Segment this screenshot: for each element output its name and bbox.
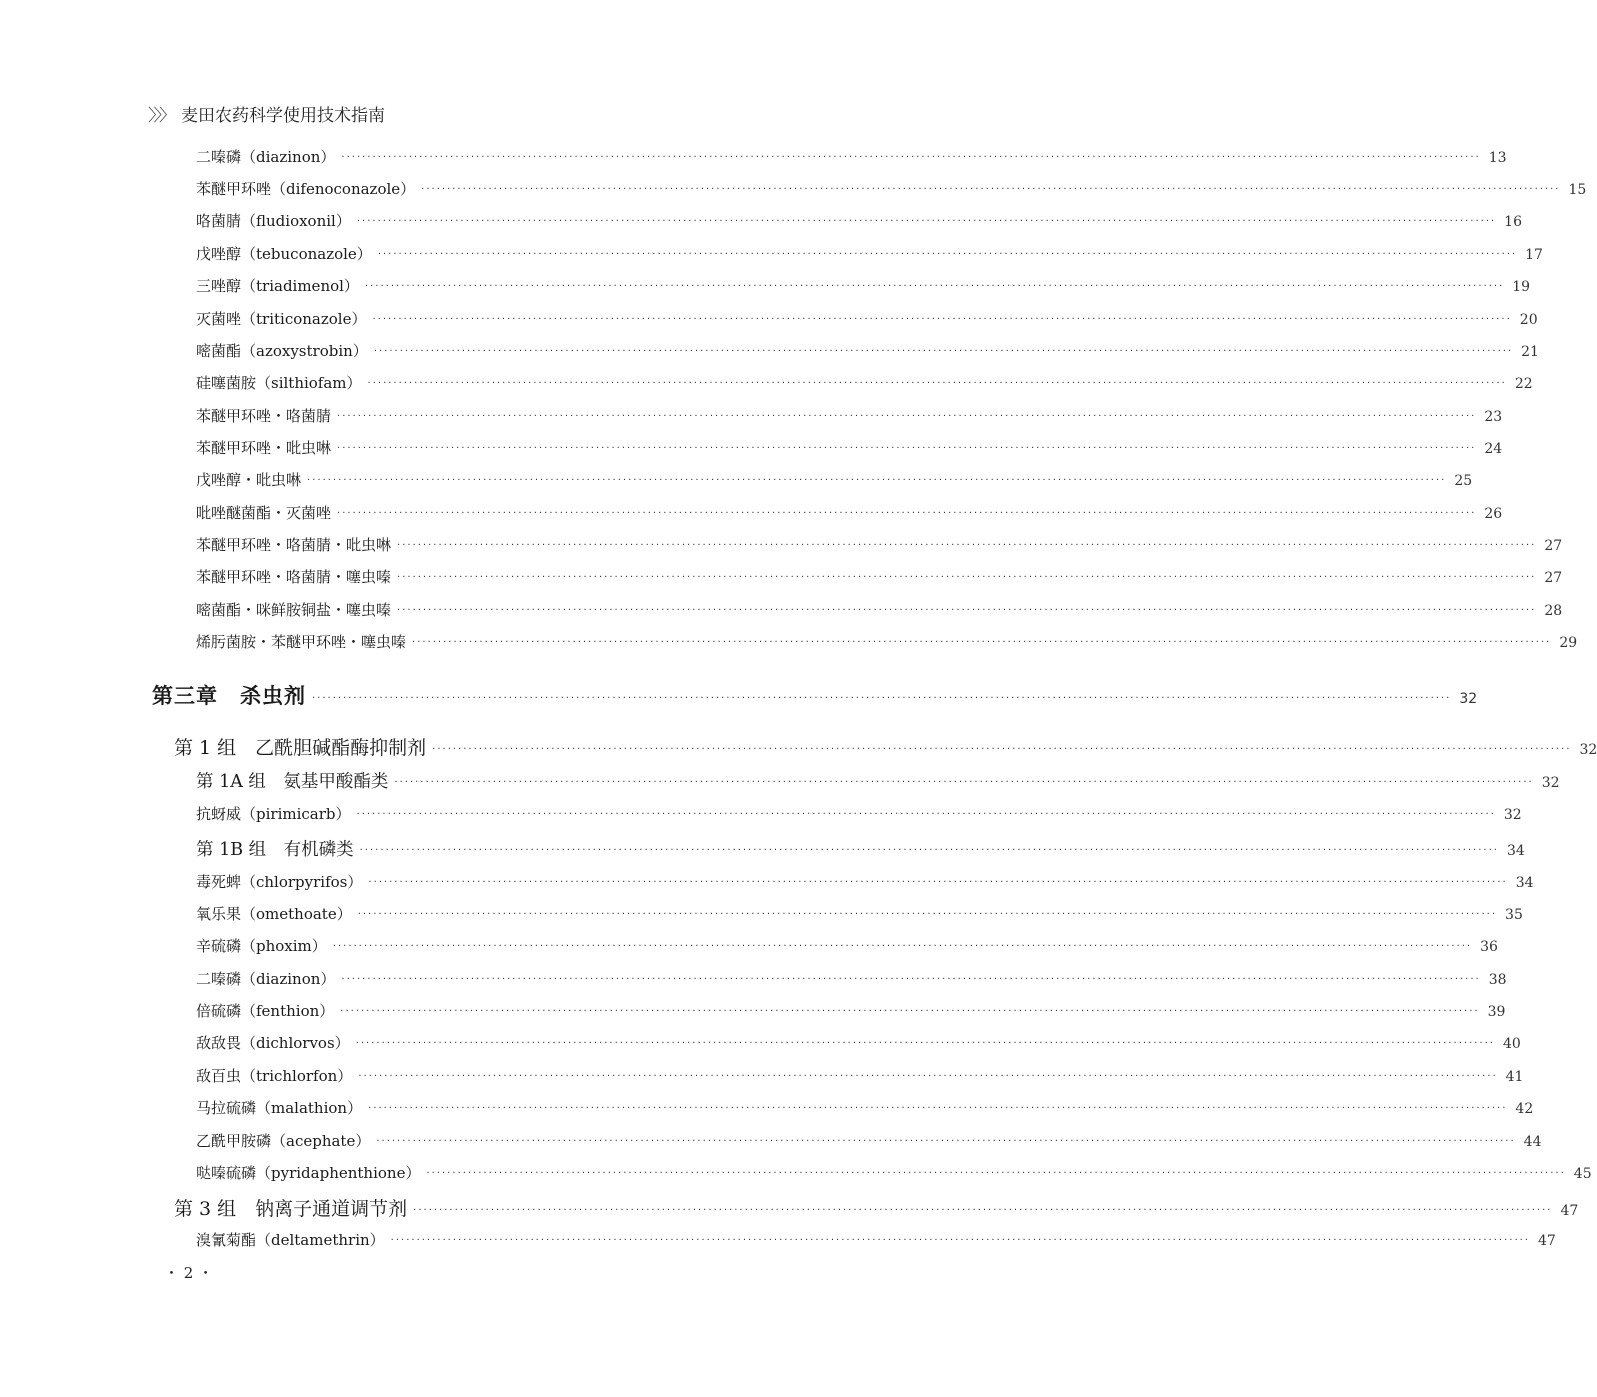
- toc-page-number: 36: [1480, 939, 1498, 955]
- toc-page-number: 24: [1484, 441, 1503, 457]
- toc-entry[interactable]: [196, 803, 1522, 825]
- dot-leader: ····························································································································································································································: [332, 941, 1473, 952]
- toc-entry[interactable]: [196, 1130, 1542, 1152]
- toc-page-number: 19: [1512, 279, 1531, 295]
- toc-label: 溴氰菊酯（deltamethrin）: [196, 1231, 385, 1249]
- toc-label: 硅噻菌胺（silthiofam）: [196, 374, 362, 392]
- dot-leader: ····························································································································································································································: [390, 1235, 1530, 1246]
- toc-page-number: 32: [1541, 775, 1560, 791]
- dot-leader: ····························································································································································································································: [376, 1136, 1516, 1147]
- toc-page-number: 47: [1560, 1203, 1579, 1219]
- dot-leader: ····························································································································································································································: [356, 216, 1497, 227]
- dot-leader: ····························································································································································································································: [397, 540, 1537, 551]
- toc-page-number: 27: [1544, 570, 1563, 586]
- toc-label: 抗蚜威（pirimicarb）: [196, 805, 351, 823]
- toc-page-number: 21: [1521, 344, 1539, 360]
- toc-label: 戊唑醇（tebuconazole）: [196, 245, 372, 263]
- toc-page-number: 40: [1503, 1036, 1521, 1052]
- toc-entry[interactable]: [196, 405, 1503, 427]
- toc-chapter[interactable]: [152, 680, 1478, 710]
- toc-page-number: 15: [1568, 182, 1587, 198]
- toc-entry[interactable]: [196, 599, 1563, 621]
- dot-leader: ····························································································································································································································: [421, 184, 1561, 195]
- toc-page-number: 23: [1484, 409, 1503, 425]
- toc-label: 辛硫磷（phoxim）: [196, 937, 327, 955]
- toc-label: 毒死蜱（chlorpyrifos）: [196, 873, 363, 891]
- dot-leader: ····························································································································································································································: [337, 508, 1477, 519]
- toc-entry[interactable]: [196, 968, 1507, 990]
- toc-page-number: 32: [1459, 691, 1478, 707]
- dot-leader: ····························································································································································································································: [357, 909, 1498, 920]
- toc-page-number: 38: [1488, 972, 1507, 988]
- toc-label: 二嗪磷（diazinon）: [196, 970, 336, 988]
- toc-page-number: 16: [1504, 214, 1522, 230]
- book-title: 麦田农药科学使用技术指南: [181, 105, 385, 126]
- dot-leader: ····························································································································································································································: [312, 693, 1452, 704]
- toc-label: 苯醚甲环唑・咯菌腈・吡虫啉: [196, 536, 392, 554]
- chevron-right-icon: 〉〉〉: [148, 105, 173, 126]
- toc-entry[interactable]: [196, 308, 1538, 330]
- toc-entry[interactable]: [196, 340, 1539, 362]
- toc-page-number: 42: [1515, 1101, 1534, 1117]
- dot-leader: ····························································································································································································································: [340, 1006, 1480, 1017]
- toc-label: 灭菌唑（triticonazole）: [196, 310, 367, 328]
- toc-label: 苯醚甲环唑（difenoconazole）: [196, 180, 416, 198]
- dot-leader: ····························································································································································································································: [358, 1071, 1498, 1082]
- toc-entry[interactable]: [196, 178, 1587, 200]
- dot-leader: ····························································································································································································································: [377, 249, 1518, 260]
- toc-label: 苯醚甲环唑・咯菌腈: [196, 407, 332, 425]
- toc-entry[interactable]: [196, 210, 1522, 232]
- page-number: ・ 2 ・: [164, 1264, 214, 1282]
- dot-leader: ····························································································································································································································: [355, 1038, 1495, 1049]
- toc-entry[interactable]: [196, 146, 1507, 168]
- toc-label: 第三章 杀虫剂: [152, 684, 306, 708]
- toc-page-number: 41: [1505, 1069, 1524, 1085]
- toc-page-number: 35: [1505, 907, 1523, 923]
- toc-label: 三唑醇（triadimenol）: [196, 277, 359, 295]
- toc-page-number: 25: [1454, 473, 1473, 489]
- toc-page-number: 27: [1544, 538, 1563, 554]
- dot-leader: ····························································································································································································································: [372, 314, 1512, 325]
- toc-label: 第 1A 组 氨基甲酸酯类: [196, 772, 389, 792]
- toc-page-number: 39: [1487, 1004, 1506, 1020]
- toc-label: 烯肟菌胺・苯醚甲环唑・噻虫嗪: [196, 633, 407, 651]
- dot-leader: ····························································································································································································································: [394, 777, 1534, 788]
- dot-leader: ····························································································································································································································: [397, 572, 1537, 583]
- toc-label: 二嗪磷（diazinon）: [196, 148, 336, 166]
- toc-label: 马拉硫磷（malathion）: [196, 1099, 363, 1117]
- dot-leader: ····························································································································································································································: [307, 475, 1447, 486]
- dot-leader: ····························································································································································································································: [367, 378, 1507, 389]
- running-header: [148, 100, 385, 126]
- toc-label: 乙酰甲胺磷（acephate）: [196, 1132, 371, 1150]
- toc-entry[interactable]: [196, 1065, 1524, 1087]
- toc-entry[interactable]: [196, 1032, 1521, 1054]
- toc-label: 吡唑醚菌酯・灭菌唑: [196, 504, 332, 522]
- toc-entry[interactable]: [196, 1000, 1506, 1022]
- toc-page-number: 45: [1573, 1166, 1592, 1182]
- dot-leader: ····························································································································································································································: [426, 1168, 1566, 1179]
- toc-label: 哒嗪硫磷（pyridaphenthione）: [196, 1164, 421, 1182]
- toc-label: 咯菌腈（fludioxonil）: [196, 212, 351, 230]
- toc-entry[interactable]: [196, 243, 1543, 265]
- toc-group[interactable]: [174, 1194, 1579, 1220]
- toc-page-number: 13: [1488, 150, 1507, 166]
- toc-page-number: 26: [1484, 506, 1503, 522]
- toc-entry[interactable]: [196, 275, 1531, 297]
- toc-page-number: 47: [1538, 1233, 1556, 1249]
- toc-entry[interactable]: [196, 1097, 1534, 1119]
- toc-page-number: 17: [1525, 247, 1543, 263]
- toc-page-number: 28: [1544, 603, 1563, 619]
- dot-leader: ····························································································································································································································: [341, 152, 1481, 163]
- toc-page-number: 32: [1579, 742, 1597, 758]
- toc-page-number: 29: [1559, 635, 1578, 651]
- toc-entry[interactable]: [196, 469, 1473, 491]
- toc-entry[interactable]: [196, 566, 1563, 588]
- toc-entry[interactable]: [196, 1229, 1556, 1251]
- dot-leader: ····························································································································································································································: [359, 845, 1499, 856]
- toc-label: 氧乐果（omethoate）: [196, 905, 352, 923]
- toc-entry[interactable]: [196, 631, 1578, 653]
- toc-entry[interactable]: [196, 437, 1503, 459]
- dot-leader: ····························································································································································································································: [356, 809, 1496, 820]
- dot-leader: ····························································································································································································································: [341, 974, 1481, 985]
- dot-leader: ····························································································································································································································: [432, 744, 1572, 755]
- toc-entry[interactable]: [196, 935, 1498, 957]
- toc-subgroup[interactable]: [196, 768, 1560, 794]
- toc-subgroup[interactable]: [196, 836, 1525, 862]
- toc-page-number: 34: [1515, 875, 1534, 891]
- toc-page-number: 20: [1519, 312, 1538, 328]
- toc-label: 第 1B 组 有机磷类: [196, 840, 354, 860]
- toc-group[interactable]: [174, 733, 1597, 759]
- toc-entry[interactable]: [196, 372, 1533, 394]
- toc-entry[interactable]: [196, 502, 1503, 524]
- toc-page-number: 44: [1523, 1134, 1542, 1150]
- toc-label: 戊唑醇・吡虫啉: [196, 471, 302, 489]
- toc-label: 倍硫磷（fenthion）: [196, 1002, 335, 1020]
- toc-label: 嘧菌酯・咪鲜胺铜盐・噻虫嗪: [196, 601, 392, 619]
- toc-page-number: 22: [1514, 376, 1533, 392]
- toc-label: 敌百虫（trichlorfon）: [196, 1067, 353, 1085]
- toc-label: 第 3 组 钠离子通道调节剂: [174, 1198, 408, 1220]
- dot-leader: ····························································································································································································································: [368, 877, 1508, 888]
- dot-leader: ····························································································································································································································: [373, 346, 1514, 357]
- toc-entry[interactable]: [196, 871, 1534, 893]
- dot-leader: ····························································································································································································································: [364, 281, 1505, 292]
- toc-label: 嘧菌酯（azoxystrobin）: [196, 342, 368, 360]
- toc-entry[interactable]: [196, 903, 1523, 925]
- dot-leader: ····························································································································································································································: [337, 411, 1477, 422]
- dot-leader: ····························································································································································································································: [397, 605, 1537, 616]
- toc-label: 苯醚甲环唑・咯菌腈・噻虫嗪: [196, 568, 392, 586]
- dot-leader: ····························································································································································································································: [368, 1103, 1508, 1114]
- dot-leader: ····························································································································································································································: [337, 443, 1477, 454]
- toc-label: 敌敌畏（dichlorvos）: [196, 1034, 350, 1052]
- toc-label: 第 1 组 乙酰胆碱酯酶抑制剂: [174, 737, 427, 759]
- toc-page-number: 32: [1503, 807, 1522, 823]
- toc-page-number: 34: [1506, 843, 1525, 859]
- toc-entry[interactable]: [196, 534, 1563, 556]
- toc-label: 苯醚甲环唑・吡虫啉: [196, 439, 332, 457]
- dot-leader: ····························································································································································································································: [413, 1205, 1553, 1216]
- dot-leader: ····························································································································································································································: [412, 637, 1552, 648]
- toc-entry[interactable]: [196, 1162, 1592, 1184]
